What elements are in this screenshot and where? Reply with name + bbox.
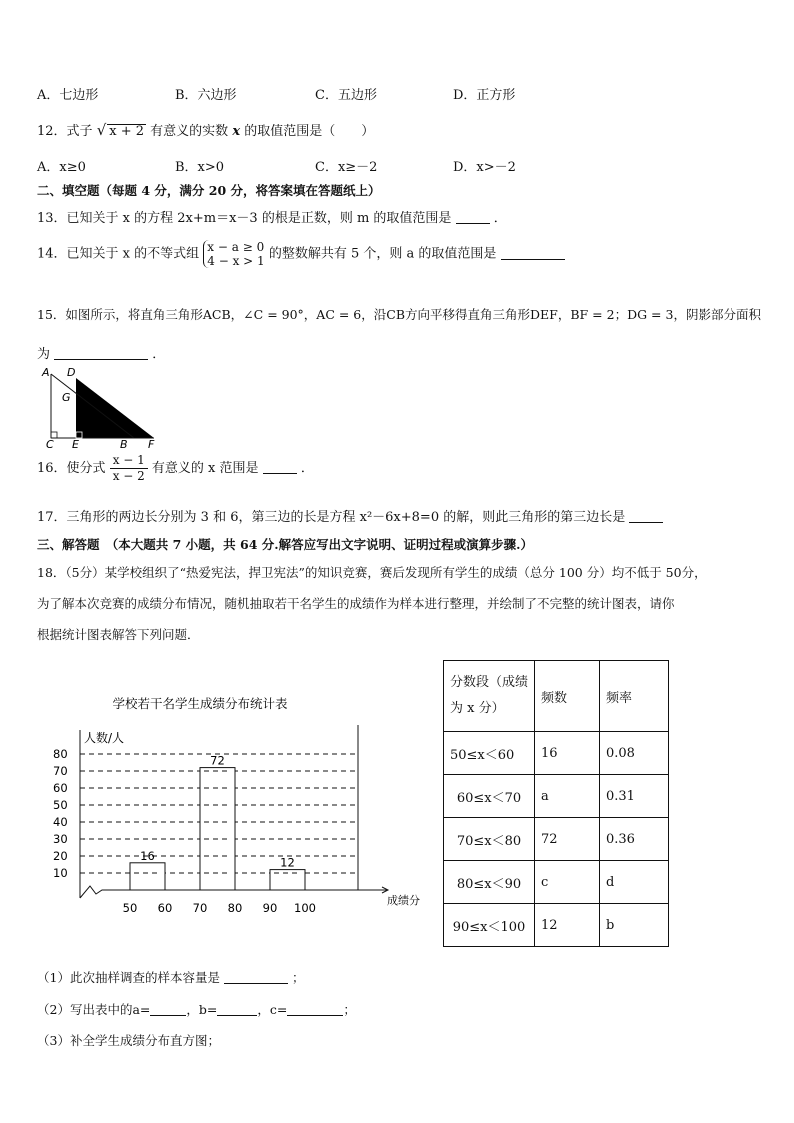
section-2-title: 二、填空题（每题 4 分，满分 20 分，将答案填在答题纸上） — [37, 183, 381, 198]
q16-denominator: x − 2 — [112, 469, 145, 483]
q18-sub2-b: ，b= — [186, 1002, 218, 1017]
q16-answer-blank — [263, 459, 297, 474]
label-b: B — [120, 438, 128, 450]
q15-line-2 — [37, 343, 165, 362]
x-tick-label: 100 — [294, 901, 316, 915]
header-score-range: 分数段（成绩为 x 分） — [444, 661, 535, 732]
q18-sub-3: （3）补全学生成绩分布直方图； — [37, 1033, 220, 1048]
q13-answer-blank — [456, 209, 490, 224]
cell-count: 72 — [535, 818, 600, 861]
cell-count: a — [535, 775, 600, 818]
cell-range: 50≤x＜60 — [444, 732, 535, 775]
q18-sub-1 — [37, 968, 304, 986]
q14-suffix: 的整数解共有 5 个，则 a 的取值范围是 — [268, 246, 497, 262]
shaded-region — [76, 378, 154, 438]
q14-inequality-1: x − a ≥ 0 — [207, 240, 265, 254]
y-axis-label: 人数/人 — [84, 731, 125, 745]
score-histogram — [40, 690, 440, 920]
q15-answer-blank — [54, 345, 148, 360]
q15-line2-prefix: 为 — [37, 347, 51, 362]
cell-frequency: b — [600, 904, 669, 947]
q16-end: ． — [300, 461, 314, 476]
label-d: D — [67, 366, 76, 379]
label-c: C — [46, 438, 54, 450]
histogram-bar — [130, 863, 165, 890]
q18-sub1-end: ； — [291, 970, 305, 985]
label-a: A — [42, 366, 50, 379]
x-tick-label: 80 — [227, 901, 243, 915]
y-tick-label: 70 — [53, 764, 68, 778]
q16-fraction — [110, 453, 148, 484]
q12-option-c: C．x≥－2 — [315, 160, 378, 175]
q14-prefix: 14．已知关于 x 的不等式组 — [37, 246, 200, 262]
q18-blank-a — [150, 1001, 186, 1016]
q15-line2-end: ． — [152, 347, 166, 362]
q14-inequality-system — [203, 240, 264, 268]
table-row — [444, 732, 669, 775]
q17-answer-blank — [629, 508, 663, 523]
table-row — [444, 818, 669, 861]
sqrt-symbol: √ — [96, 121, 107, 139]
table-row — [444, 861, 669, 904]
q18-sub1-text: （1）此次抽样调查的样本容量是 — [37, 970, 220, 985]
q11-option-c: C．五边形 — [315, 88, 377, 103]
q18-sub2-a: （2）写出表中的a= — [37, 1002, 151, 1017]
question-17 — [37, 506, 663, 525]
cell-range: 80≤x＜90 — [444, 861, 535, 904]
chart-title: 学校若干名学生成绩分布统计表 — [112, 696, 288, 711]
histogram-bar — [200, 768, 235, 890]
question-12 — [37, 120, 374, 139]
q14-inequality-2: 4 − x > 1 — [207, 254, 265, 268]
y-tick-label: 40 — [53, 815, 68, 829]
header-frequency: 频率 — [600, 661, 669, 732]
frequency-table — [443, 660, 669, 947]
q12-prefix: 12．式子 — [37, 124, 93, 139]
section-3-title: 三、解答题 （本大题共 7 小题，共 64 分.解答应写出文字说明、证明过程或演算步骤.） — [37, 537, 533, 552]
table-header-row — [444, 661, 669, 732]
q16-prefix: 16．使分式 — [37, 461, 106, 476]
label-g: G — [62, 391, 71, 404]
cell-frequency: 0.31 — [600, 775, 669, 818]
q16-suffix: 有意义的 x 范围是 — [151, 461, 259, 476]
question-14 — [37, 240, 565, 268]
y-tick-label: 30 — [53, 832, 68, 846]
table-row — [444, 904, 669, 947]
q18-sub1-blank — [224, 969, 288, 984]
cell-range: 60≤x＜70 — [444, 775, 535, 818]
q18-line-1: 18．（5分）某学校组织了“热爱宪法，捍卫宪法”的知识竞赛，赛后发现所有学生的成绩（总分 100 分）均不低于 50分， — [37, 565, 707, 580]
q18-sub2-c: ，c= — [257, 1002, 288, 1017]
q18-line-3: 根据统计图表解答下列问题． — [37, 627, 200, 642]
q13-text: 13．已知关于 x 的方程 2x+m＝x－3 的根是正数，则 m 的取值范围是 — [37, 211, 452, 226]
y-tick-label: 20 — [53, 849, 68, 863]
cell-range: 90≤x＜100 — [444, 904, 535, 947]
y-tick-label: 10 — [53, 866, 68, 880]
x-axis-label: 成绩分 — [387, 894, 420, 907]
cell-range: 70≤x＜80 — [444, 818, 535, 861]
q12-option-b: B．x>0 — [175, 160, 225, 175]
q18-line-2: 为了解本次竞赛的成绩分布情况，随机抽取若干名学生的成绩作为样本进行整理，并绘制了不完整的统计图表，请你 — [37, 596, 675, 611]
question-16 — [37, 453, 314, 484]
q18-blank-b — [217, 1001, 257, 1016]
label-f: F — [148, 438, 155, 450]
q14-answer-blank — [501, 245, 565, 260]
q12-option-d: D．x>－2 — [453, 160, 516, 175]
y-tick-label: 50 — [53, 798, 68, 812]
q11-option-b: B．六边形 — [175, 88, 237, 103]
label-e: E — [72, 438, 79, 450]
bar-value-label: 12 — [280, 855, 295, 870]
x-tick-label: 50 — [122, 901, 138, 915]
q16-numerator: x − 1 — [110, 453, 148, 469]
q11-option-d: D．正方形 — [453, 88, 516, 103]
cell-frequency: d — [600, 861, 669, 904]
q12-option-a: A．x≥0 — [37, 160, 86, 175]
cell-frequency: 0.36 — [600, 818, 669, 861]
x-tick-label: 70 — [192, 901, 208, 915]
table-row — [444, 775, 669, 818]
q18-blank-c — [287, 1001, 343, 1016]
q12-radicand: x + 2 — [109, 124, 145, 139]
q12-suffix-b: 的取值范围是（ ） — [244, 124, 375, 139]
q18-sub2-end: ； — [343, 1002, 356, 1017]
x-tick-label: 90 — [262, 901, 278, 915]
q11-option-a: A．七边形 — [37, 88, 99, 103]
bar-value-label: 72 — [210, 753, 225, 768]
header-count: 频数 — [535, 661, 600, 732]
bar-value-label: 16 — [140, 848, 155, 863]
q13-end: ． — [493, 211, 507, 226]
q15-line-1: 15．如图所示，将直角三角形ACB，∠C = 90°，AC = 6，沿CB方向平移得直角三角形DEF，BF = 2；DG = 3，阴影部分面积 — [37, 307, 761, 322]
q12-suffix-a: 有意义的实数 — [150, 124, 229, 139]
q18-sub-2 — [37, 1000, 356, 1018]
y-tick-label: 60 — [53, 781, 68, 795]
triangle-figure — [34, 364, 164, 450]
cell-count: 12 — [535, 904, 600, 947]
q12-var: x — [232, 124, 241, 139]
cell-frequency: 0.08 — [600, 732, 669, 775]
y-tick-label: 80 — [53, 747, 68, 761]
question-13 — [37, 207, 507, 226]
cell-count: 16 — [535, 732, 600, 775]
cell-count: c — [535, 861, 600, 904]
x-tick-label: 60 — [157, 901, 173, 915]
q17-text: 17．三角形的两边长分别为 3 和 6，第三边的长是方程 x²－6x+8=0 的解，则此三角形的第三边长是 — [37, 510, 626, 525]
